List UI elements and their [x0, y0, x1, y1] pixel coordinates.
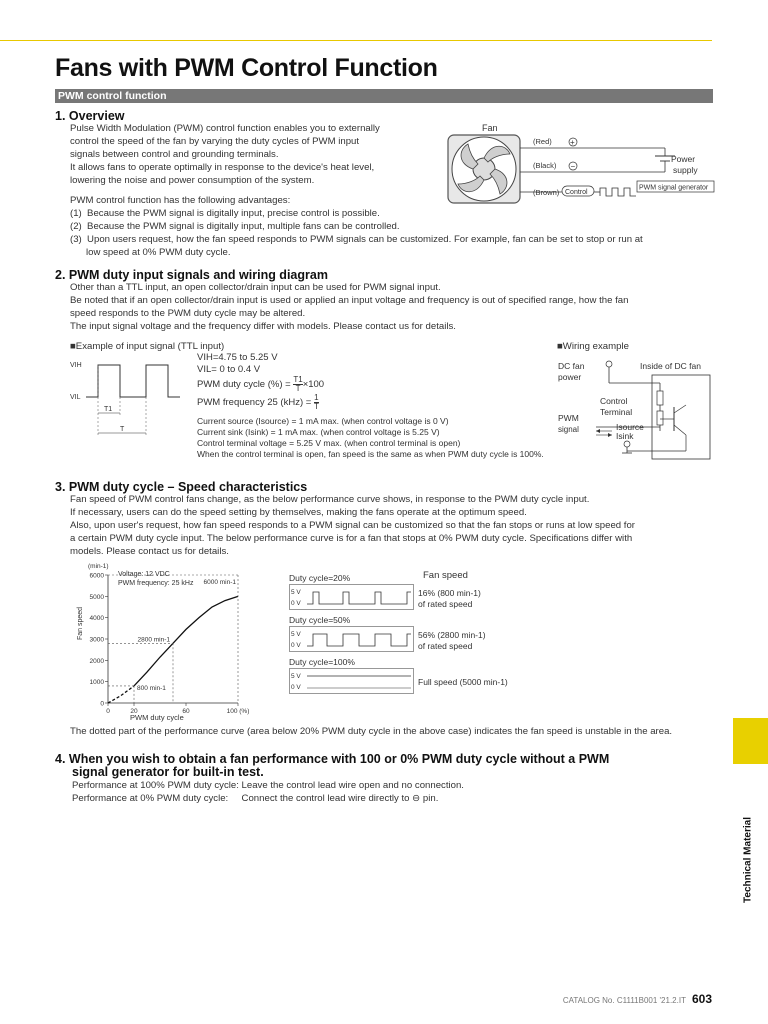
- duty-row-speed: of rated speed: [418, 599, 473, 609]
- freq-frac-den: T: [313, 402, 319, 412]
- advantage-item: (1) Because the PWM signal is digitally input, precise control is possible.: [70, 208, 380, 219]
- pwm-wave-icon: [600, 188, 636, 196]
- pwm-signal-label: PWM: [558, 413, 579, 423]
- s3-para: a certain PWM duty cycle input. The below performance curve is for a fan that stops at 0% PWM duty cycle. Specifications differ with: [70, 533, 633, 544]
- section-3-heading: 3. PWM duty cycle – Speed characteristics: [55, 480, 308, 494]
- s2-para: Other than a TTL input, an open collector/drain input can be used for PWM signal input.: [70, 282, 441, 293]
- duty-frac-num: T1: [293, 375, 303, 384]
- duty-wave-100: [289, 668, 414, 694]
- chart-y-tick-label: 3000: [89, 636, 104, 644]
- section-4-heading-cont: signal generator for built-in test.: [72, 765, 264, 779]
- intro-line: Pulse Width Modulation (PWM) control function enables you to externally: [70, 123, 380, 134]
- chart-x-tick-label: 20: [130, 708, 138, 715]
- side-tab: [733, 718, 768, 764]
- page-number: 603: [691, 992, 712, 1006]
- page-title: Fans with PWM Control Function: [55, 54, 438, 82]
- vil-label: VIL: [70, 394, 81, 401]
- s4-line: Performance at 0% PWM duty cycle: Connect the control lead wire directly to ⊖ pin.: [72, 793, 439, 804]
- section-1-intro: [70, 122, 440, 187]
- s3-para: Fan speed of PWM control fans change, as the below performance curve shows, in response to the PWM duty cycle input.: [70, 494, 590, 505]
- control-label: Control: [565, 189, 588, 196]
- black-wire-label: (Black): [533, 161, 557, 170]
- duty-formula: [197, 376, 324, 394]
- pwm-signal-label: signal: [558, 425, 579, 434]
- intro-line: signals between control and grounding terminals.: [70, 149, 279, 160]
- chart-x-tick-label: 0: [106, 708, 110, 715]
- isink-label: Isink: [616, 431, 634, 441]
- brown-wire-label: (Brown): [533, 188, 560, 197]
- v0-label: 0 V: [291, 642, 301, 649]
- duty-wave-50: [289, 626, 414, 652]
- inside-fan-label: Inside of DC fan: [640, 361, 701, 371]
- signal-note: Current source (Isource) = 1 mA max. (when control voltage is 0 V): [197, 416, 449, 426]
- chart-y-tick-label: 1000: [89, 679, 104, 687]
- chart-note: The dotted part of the performance curve (area below 20% PWM duty cycle in the above case) indicates the fan speed is unstable in the area.: [70, 726, 673, 737]
- dc-fan-power-label: power: [558, 372, 582, 382]
- resistor-1: [657, 391, 663, 405]
- footer: [563, 992, 712, 1006]
- s3-para: models. Please contact us for details.: [70, 546, 229, 557]
- duty-row-label: Duty cycle=50%: [289, 615, 351, 625]
- chart-x-label: PWM duty cycle: [130, 713, 184, 722]
- chart-y-tick-label: 0: [100, 700, 104, 708]
- section-bar: PWM control function: [55, 89, 713, 103]
- chart-voltage-annot: Voltage: 12 VDC: [118, 571, 170, 578]
- section-3-paras: [70, 493, 720, 558]
- s3-para: If necessary, users can do the speed setting by themselves, making the fans operate at the optimum speed.: [70, 507, 527, 518]
- intro-line: lowering the noise and power consumption of the system.: [70, 175, 315, 186]
- fan-diagram: [440, 120, 715, 205]
- intro-line: It allows fans to operate optimally in response to the device's heat level,: [70, 162, 375, 173]
- section-2-heading: 2. PWM duty input signals and wiring diagram: [55, 268, 328, 282]
- v5-label: 5 V: [291, 589, 301, 596]
- vih-label: VIH: [70, 362, 82, 369]
- fan-label: Fan: [482, 123, 498, 133]
- power-supply-label: supply: [673, 165, 698, 175]
- wiring-diagram: [556, 355, 716, 465]
- signal-note: When the control terminal is open, fan speed is the same as when PWM duty cycle is 100%.: [197, 449, 544, 459]
- intro-line: control the speed of the fan by varying the duty cycles of PWM input: [70, 136, 360, 147]
- fan-hub: [473, 158, 495, 180]
- advantage-item: (3) Upon users request, how the fan speed responds to PWM signals can be customized. For example, fan can be set to stop or run at: [70, 234, 643, 245]
- s2-para: The input signal voltage and the frequency differ with models. Please contact us for details.: [70, 321, 456, 332]
- wiring-title: ■Wiring example: [557, 341, 629, 352]
- fan-speed-heading: Fan speed: [423, 570, 468, 581]
- section-4-body: [72, 779, 712, 805]
- top-rule: [0, 40, 712, 41]
- section-2-paras: [70, 281, 720, 333]
- advantages-lead: PWM control function has the following advantages:: [70, 195, 291, 206]
- signal-note: Current sink (Isink) = 1 mA max. (when control voltage is 5.25 V): [197, 427, 440, 437]
- plus-text: +: [570, 138, 575, 147]
- side-tab-label: Technical Material: [742, 817, 754, 903]
- input-signal-title: ■Example of input signal (TTL input): [70, 341, 225, 352]
- vih-spec: VIH=4.75 to 5.25 V: [197, 352, 278, 363]
- control-terminal-label: Terminal: [600, 407, 633, 417]
- vil-spec: VIL= 0 to 0.4 V: [197, 364, 261, 375]
- signal-notes: [197, 416, 577, 460]
- chart-freq-annot: PWM frequency: 25 kHz: [118, 580, 194, 587]
- section-4-heading: 4. When you wish to obtain a fan performance with 100 or 0% PWM duty cycle without a PWM: [55, 752, 610, 766]
- chart-annotation: 800 min-1: [137, 684, 166, 692]
- section-1-heading: 1. Overview: [55, 109, 125, 123]
- chart-y-tick-label: 6000: [89, 572, 104, 580]
- chart-y-label: Fan speed: [77, 606, 84, 640]
- v0-label: 0 V: [291, 684, 301, 691]
- advantage-item: low speed at 0% PWM duty cycle.: [70, 247, 231, 258]
- chart-series-unstable: [108, 686, 134, 703]
- duty-row-speed: 56% (2800 min-1): [418, 630, 486, 640]
- v5-label: 5 V: [291, 631, 301, 638]
- s3-para: Also, upon user's request, how fan speed responds to a PWM signal can be customized so that the fan stops or runs at low speed for: [70, 520, 635, 531]
- duty-formula-label: PWM duty cycle (%) =: [197, 379, 291, 391]
- v0-label: 0 V: [291, 600, 301, 607]
- duty-mult: ×100: [302, 379, 325, 391]
- freq-frac-num: 1: [314, 393, 319, 403]
- duty-wave-20: [289, 584, 414, 610]
- pwm-generator-label: PWM signal generator: [639, 184, 709, 192]
- s4-line: Performance at 100% PWM duty cycle: Leave the control lead wire open and no connection.: [72, 780, 464, 791]
- catalog-number: CATALOG No. C1111B001 '21.2.IT: [562, 996, 686, 1005]
- control-terminal-label: Control: [600, 396, 628, 406]
- isource-label: Isource: [616, 422, 644, 432]
- power-supply-label: Power: [671, 154, 696, 164]
- speed-chart: [70, 560, 285, 725]
- chart-y-tick-label: 4000: [89, 615, 104, 623]
- duty-row-speed: of rated speed: [418, 641, 473, 651]
- duty-row-speed: Full speed (5000 min-1): [418, 677, 508, 687]
- s2-para: Be noted that if an open collector/drain input is used or applied an input voltage and frequency is out of specified range, how the fan: [70, 295, 629, 306]
- duty-row-label: Duty cycle=100%: [289, 657, 355, 667]
- pulse-train: [86, 365, 180, 397]
- chart-y-tick-label: 5000: [89, 593, 104, 601]
- freq-formula: [197, 394, 324, 412]
- resistor-2: [657, 411, 663, 425]
- v5-label: 5 V: [291, 673, 301, 680]
- dc-fan-power-label: DC fan: [558, 361, 585, 371]
- advantage-item: (2) Because the PWM signal is digitally input, multiple fans can be controlled.: [70, 221, 400, 232]
- signal-note: Control terminal voltage = 5.25 V max. (when control terminal is open): [197, 438, 461, 448]
- chart-annotation: 2800 min-1: [137, 636, 170, 644]
- freq-formula-label: PWM frequency 25 (kHz) =: [197, 397, 312, 409]
- signal-specs: [197, 352, 324, 412]
- ttl-waveform: [70, 355, 200, 440]
- chart-annotation: 6000 min-1: [203, 579, 236, 586]
- red-wire-label: (Red): [533, 137, 552, 146]
- chart-y-tick-label: 2000: [89, 657, 104, 665]
- t1-label: T1: [104, 406, 113, 413]
- t-label: T: [120, 426, 125, 433]
- chart-x-tick-label: 60: [182, 708, 190, 715]
- duty-waveforms: [289, 566, 529, 696]
- chart-unit-label: (min-1): [88, 563, 109, 570]
- duty-frac-den: T: [295, 384, 301, 393]
- minus-text: −: [570, 162, 576, 171]
- chart-x-tick-label: 100 (%): [226, 708, 250, 715]
- duty-row-speed: 16% (800 min-1): [418, 588, 481, 598]
- duty-row-label: Duty cycle=20%: [289, 573, 351, 583]
- s2-para: speed responds to the PWM duty cycle may be altered.: [70, 308, 306, 319]
